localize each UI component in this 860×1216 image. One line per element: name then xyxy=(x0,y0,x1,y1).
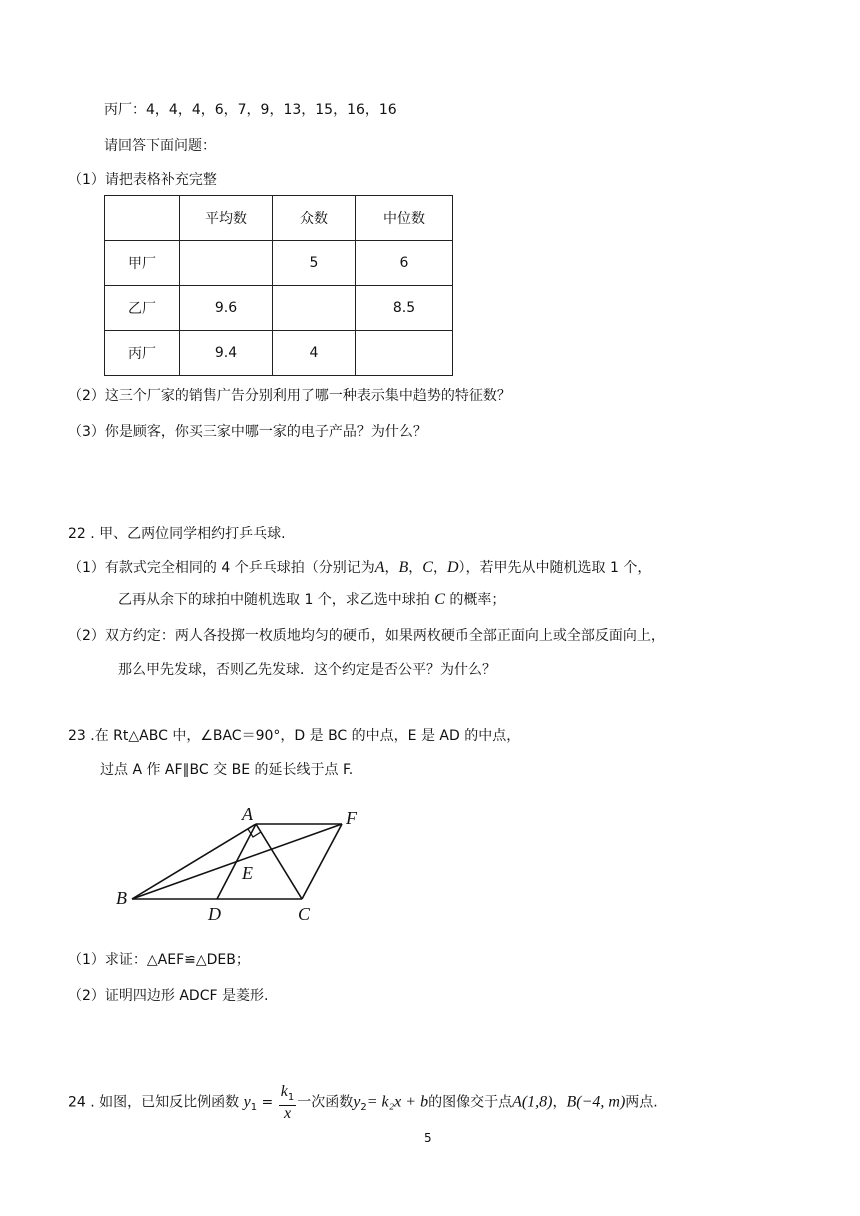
q23-part1: （1）求证：△AEF≌△DEB； xyxy=(68,952,250,968)
label-c: C xyxy=(298,904,311,924)
q24-line: 24 . 如图，已知反比例函数 $y_1$ = $\frac{k_1}{x}$ 一次函数$y_2= k_2x + b$的图像交于点A(1,8)，B(−4, m)两点. xyxy=(68,1083,658,1122)
table-cell: 乙厂 xyxy=(105,286,180,331)
q24-point-a: A(1,8) xyxy=(512,1093,553,1111)
label-a: A xyxy=(242,804,253,824)
bing-label: 丙厂： xyxy=(104,102,146,118)
q23-line1 xyxy=(68,726,520,746)
table-cell xyxy=(273,286,356,331)
table-cell: 丙厂 xyxy=(105,331,180,376)
segment-cf xyxy=(302,824,342,899)
segment-ac xyxy=(256,824,302,899)
q24-rhs2: = k₂x + b xyxy=(366,1093,429,1111)
table-cell: 9.4 xyxy=(180,331,273,376)
letter-d: D xyxy=(446,559,459,576)
table-header-cell: 平均数 xyxy=(180,196,273,241)
label-e: E xyxy=(242,863,253,883)
q22-title: 22 . 甲、乙两位同学相约打乒乓球. xyxy=(68,526,286,542)
q24-y1-sub: 1 xyxy=(250,1102,258,1114)
stats-table xyxy=(104,195,453,376)
label-d: D xyxy=(208,904,221,924)
q23-part2: （2）证明四边形 ADCF 是菱形. xyxy=(68,988,269,1004)
q24-prefix: 24 . 如图，已知反比例函数 xyxy=(68,1094,240,1111)
q24-mid: 一次函数 xyxy=(297,1094,354,1111)
q23-line2: 过点 A 作 AF∥BC 交 BE 的延长线于点 F. xyxy=(100,762,354,778)
table-cell: 6 xyxy=(356,241,453,286)
geometry-figure xyxy=(110,804,370,924)
table-row xyxy=(105,331,453,376)
table-cell xyxy=(356,331,453,376)
q24-y2: y xyxy=(353,1093,361,1111)
prompt-text: 请回答下面问题： xyxy=(104,138,216,154)
letter-c: C xyxy=(422,559,433,576)
q22-part2-line1: （2）双方约定：两人各投掷一枚质地均匀的硬币，如果两枚硬币全部正面向上或全部反面向上， xyxy=(68,628,665,644)
table-header-cell xyxy=(105,196,180,241)
q22-part1-line1: （1）有款式完全相同的 4 个乒乓球拍（分别记为A，B，C，D），若甲先从中随机选取 1 个， xyxy=(68,559,652,576)
q22-p1a: （1）有款式完全相同的 4 个乒乓球拍（分别记为 xyxy=(68,560,375,576)
q24-k1: k xyxy=(280,1083,288,1100)
q23-text1: 在 Rt△ABC 中，∠BAC＝90°，D 是 BC 的中点，E 是 AD 的中点， xyxy=(94,728,521,744)
q21-part1: （1）请把表格补充完整 xyxy=(68,172,217,188)
letter-b: B xyxy=(398,559,409,576)
table-cell: 4 xyxy=(273,331,356,376)
table-cell: 5 xyxy=(273,241,356,286)
q22-p1c: 乙再从余下的球拍中随机选取 1 个，求乙选中球拍 xyxy=(118,592,430,608)
q24-x: x xyxy=(283,1104,292,1122)
q22-part1-line2 xyxy=(118,590,505,610)
table-row xyxy=(105,241,453,286)
table-cell: 9.6 xyxy=(180,286,273,331)
bing-data-line xyxy=(104,100,397,120)
q24-sep: ， xyxy=(552,1094,567,1111)
q24-fraction xyxy=(279,1084,296,1121)
q22-p1b: ），若甲先从中随机选取 1 个， xyxy=(458,560,652,576)
q24-tail1: 的图像交于点 xyxy=(428,1094,513,1111)
q23-num: 23 . xyxy=(68,728,95,744)
label-b: B xyxy=(116,888,127,908)
q21-part3: （3）你是顾客，你买三家中哪一家的电子产品？为什么？ xyxy=(68,424,427,440)
q24-y2-sub: 2 xyxy=(360,1102,367,1114)
table-header-cell: 众数 xyxy=(273,196,356,241)
table-header-row xyxy=(105,196,453,241)
letter-a: A xyxy=(374,559,385,576)
letter-c-ref: C xyxy=(434,591,445,608)
q21-part2: （2）这三个厂家的销售广告分别利用了哪一种表示集中趋势的特征数？ xyxy=(68,388,511,404)
q24-point-b: B(−4, m) xyxy=(566,1093,626,1111)
table-cell: 甲厂 xyxy=(105,241,180,286)
table-cell xyxy=(180,241,273,286)
table-header-cell: 中位数 xyxy=(356,196,453,241)
bing-values: 4，4，4，6，7，9，13，15，16，16 xyxy=(146,102,397,118)
table-row xyxy=(105,286,453,331)
q22-part2-line2: 那么甲先发球，否则乙先发球．这个约定是否公平？为什么？ xyxy=(118,662,496,678)
q24-tail2: 两点. xyxy=(625,1094,658,1111)
q22-p1d: 的概率； xyxy=(449,592,506,608)
q24-k1-sub: 1 xyxy=(287,1091,295,1103)
label-f: F xyxy=(346,808,357,828)
q24-y1: y xyxy=(243,1093,251,1111)
table-cell: 8.5 xyxy=(356,286,453,331)
page-number: 5 xyxy=(424,1131,432,1145)
